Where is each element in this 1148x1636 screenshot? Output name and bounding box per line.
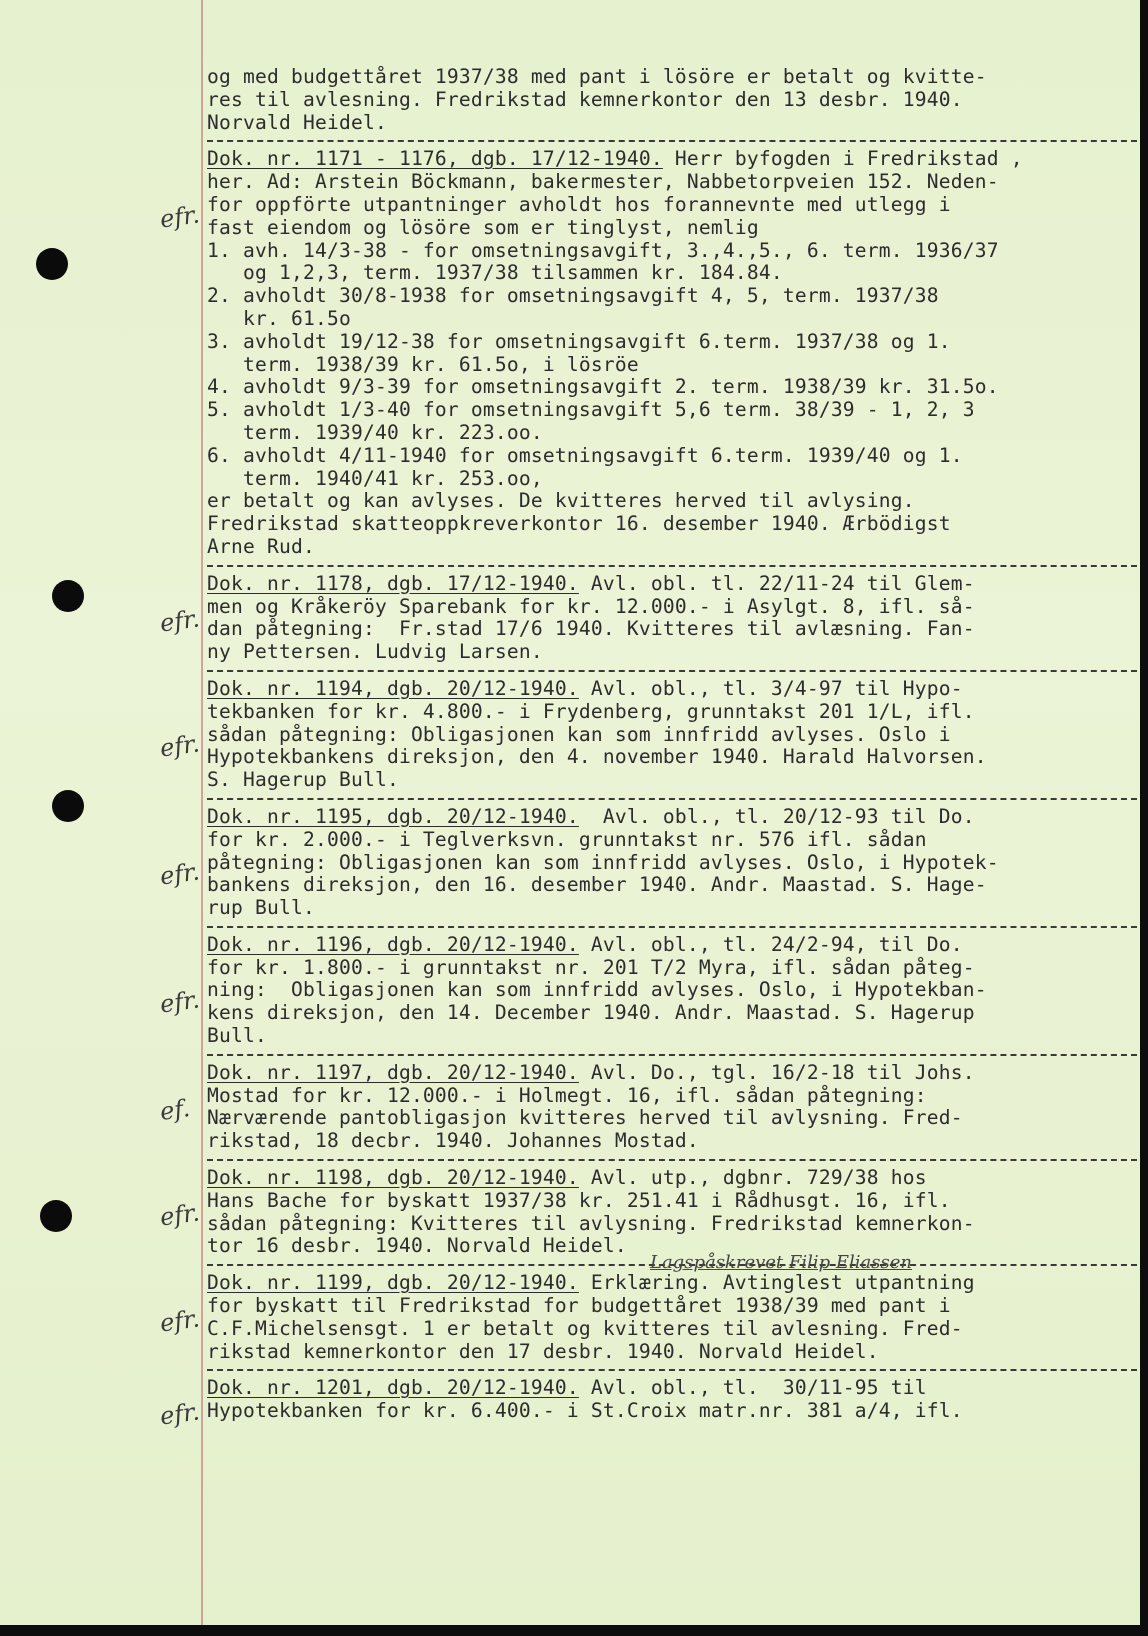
entry-line: rikstad kemnerkontor den 17 desbr. 1940. Norvald Heidel. (207, 1339, 879, 1363)
document-entry (207, 1272, 1137, 1363)
marginal-note: efr. (158, 1303, 202, 1338)
section-divider (207, 1153, 1137, 1167)
section-divider (207, 559, 1137, 573)
punch-hole (36, 248, 68, 280)
entry-heading-rest: Avl. obl., tl. 3/4-97 til Hypo- (578, 676, 963, 700)
entry-line: Arne Rud. (207, 534, 315, 558)
entry-heading: Dok. nr. 1171 - 1176, dgb. 17/12-1940. (207, 147, 663, 171)
intro-line: Norvald Heidel. (207, 110, 387, 134)
marginal-note: efr. (158, 1198, 202, 1233)
entry-heading-rest: Avl. obl., tl. 20/12-93 til Do. (578, 804, 975, 828)
document-entry (207, 806, 1137, 920)
intro-line: og med budgettåret 1937/38 med pant i lösöre er betalt og kvitte- (207, 65, 987, 88)
entry-line: Hypotekbanken for kr. 6.400.- i St.Croix matr.nr. 381 a/4, ifl. (207, 1399, 963, 1423)
entry-line: term. 1938/39 kr. 61.5o, i lösröe (207, 352, 639, 376)
document-entry (207, 148, 1137, 558)
document-entry (207, 678, 1137, 792)
document-text (207, 66, 1137, 1423)
entry-line: for kr. 1.800.- i grunntakst nr. 201 T/2 Myra, ifl. sådan påteg- (207, 955, 975, 979)
document-entry (207, 934, 1137, 1048)
entry-line: er betalt og kan avlyses. De kvitteres herved til avlysing. (207, 489, 915, 513)
entry-line: kens direksjon, den 14. December 1940. Andr. Maastad. S. Hagerup (207, 1001, 975, 1025)
document-entry (207, 1377, 1137, 1423)
entry-heading-rest: Avl. obl. tl. 22/11-24 til Glem- (578, 571, 975, 595)
entry-heading-rest: Avl. Do., tgl. 16/2-18 til Johs. (578, 1060, 975, 1084)
entry-heading: Dok. nr. 1196, dgb. 20/12-1940. (207, 932, 579, 956)
entry-line: 4. avholdt 9/3-39 for omsetningsavgift 2. term. 1938/39 kr. 31.5o. (207, 375, 999, 399)
entry-heading: Dok. nr. 1201, dgb. 20/12-1940. (207, 1376, 579, 1400)
entry-line: tor 16 desbr. 1940. Norvald Heidel. (207, 1234, 627, 1258)
entry-line: ny Pettersen. Ludvig Larsen. (207, 640, 543, 664)
margin-rule (201, 0, 203, 1625)
entry-heading: Dok. nr. 1178, dgb. 17/12-1940. (207, 571, 579, 595)
entry-first-line (207, 148, 1137, 171)
entry-heading: Dok. nr. 1199, dgb. 20/12-1940. (207, 1271, 579, 1295)
entry-line: for byskatt til Fredrikstad for budgettåret 1938/39 med pant i (207, 1294, 951, 1318)
entry-line: Hypotekbankens direksjon, den 4. november 1940. Harald Halvorsen. (207, 745, 987, 769)
entry-line: 3. avholdt 19/12-38 for omsetningsavgift 6.term. 1937/38 og 1. (207, 329, 951, 353)
entry-first-line (207, 678, 1137, 701)
entry-line: C.F.Michelsensgt. 1 er betalt og kvitteres til avlesning. Fred- (207, 1316, 963, 1340)
entry-line: Mostad for kr. 12.000.- i Holmegt. 16, ifl. sådan påtegning: (207, 1083, 927, 1107)
punch-hole (52, 580, 84, 612)
entry-line: term. 1939/40 kr. 223.oo. (207, 420, 543, 444)
intro-block (207, 66, 1137, 134)
entry-line: 5. avholdt 1/3-40 for omsetningsavgift 5,6 term. 38/39 - 1, 2, 3 (207, 398, 975, 422)
entry-heading-rest: Avl. obl., tl. 24/2-94, til Do. (578, 932, 963, 956)
entry-heading-rest: Herr byfogden i Fredrikstad , (662, 147, 1023, 171)
handwritten-annotation: Lagspåskrevet Filip Eliassen (650, 1252, 912, 1274)
entry-line: fast eiendom og lösöre som er tinglyst, nemlig (207, 215, 759, 239)
section-divider (207, 1363, 1137, 1377)
intro-line: res til avlesning. Fredrikstad kemnerkontor den 13 desbr. 1940. (207, 87, 963, 111)
entry-line: rikstad, 18 decbr. 1940. Johannes Mostad. (207, 1129, 699, 1153)
entry-first-line (207, 573, 1137, 596)
section-divider (207, 792, 1137, 806)
punch-hole (40, 1200, 72, 1232)
marginal-note: efr. (158, 729, 202, 763)
entry-heading-rest: Avl. utp., dgbnr. 729/38 hos (578, 1166, 927, 1190)
entry-line: Fredrikstad skatteoppkreverkontor 16. desember 1940. Ærbödigst (207, 512, 951, 536)
document-entry (207, 1062, 1137, 1153)
entry-line: Nærværende pantobligasjon kvitteres herved til avlysning. Fred- (207, 1106, 963, 1130)
entry-line: for kr. 2.000.- i Teglverksvn. grunntakst nr. 576 ifl. sådan (207, 827, 927, 851)
entry-heading: Dok. nr. 1198, dgb. 20/12-1940. (207, 1166, 579, 1190)
entry-first-line (207, 1167, 1137, 1190)
entry-first-line (207, 806, 1137, 829)
entry-line: kr. 61.5o (207, 306, 351, 330)
section-divider (207, 134, 1137, 148)
entry-line: term. 1940/41 kr. 253.oo, (207, 466, 543, 490)
entry-first-line (207, 1377, 1137, 1400)
marginal-note: efr. (158, 604, 202, 638)
entry-line: men og Kråkeröy Sparebank for kr. 12.000.- i Asylgt. 8, ifl. så- (207, 594, 975, 618)
section-divider (207, 1048, 1137, 1062)
entry-line: sådan påtegning: Kvitteres til avlysning. Fredrikstad kemnerkon- (207, 1211, 975, 1235)
entry-line: 1. avh. 14/3-38 - for omsetningsavgift, 3.,4.,5., 6. term. 1936/37 (207, 238, 999, 262)
entry-heading: Dok. nr. 1195, dgb. 20/12-1940. (207, 804, 579, 828)
entry-line: 6. avholdt 4/11-1940 for omsetningsavgift 6.term. 1939/40 og 1. (207, 443, 963, 467)
section-divider (207, 664, 1137, 678)
punch-hole (52, 790, 84, 822)
entry-line: tekbanken for kr. 4.800.- i Frydenberg, grunntakst 201 1/L, ifl. (207, 699, 975, 723)
marginal-note: efr. (158, 985, 202, 1019)
entry-line: rup Bull. (207, 896, 315, 920)
entry-line: her. Ad: Arstein Böckmann, bakermester, Nabbetorpveien 152. Neden- (207, 170, 999, 194)
marginal-note: efr. (158, 1397, 202, 1432)
entry-first-line (207, 1272, 1137, 1295)
entry-line: 2. avholdt 30/8-1938 for omsetningsavgift 4, 5, term. 1937/38 (207, 284, 939, 308)
entry-line: påtegning: Obligasjonen kan som innfridd avlyses. Oslo, i Hypotek- (207, 850, 999, 874)
entry-first-line (207, 934, 1137, 957)
entry-heading: Dok. nr. 1197, dgb. 20/12-1940. (207, 1060, 579, 1084)
document-entry (207, 573, 1137, 664)
entry-line: bankens direksjon, den 16. desember 1940. Andr. Maastad. S. Hage- (207, 873, 987, 897)
entry-line: ning: Obligasjonen kan som innfridd avlyses. Oslo, i Hypotekban- (207, 978, 987, 1002)
entry-heading-rest: Avl. obl., tl. 30/11-95 til (578, 1376, 927, 1400)
marginal-note: efr. (158, 199, 202, 234)
entry-line: S. Hagerup Bull. (207, 768, 399, 792)
marginal-note: efr. (158, 857, 202, 891)
marginal-note: ef. (158, 1094, 192, 1127)
entry-line: og 1,2,3, term. 1937/38 tilsammen kr. 184.84. (207, 261, 783, 285)
entry-line: for oppförte utpantninger avholdt hos forannevnte med utlegg i (207, 192, 951, 216)
document-entry (207, 1167, 1137, 1258)
entry-first-line (207, 1062, 1137, 1085)
entry-line: dan påtegning: Fr.stad 17/6 1940. Kvitteres til avlæsning. Fan- (207, 617, 975, 641)
entry-heading: Dok. nr. 1194, dgb. 20/12-1940. (207, 676, 579, 700)
entry-line: Bull. (207, 1024, 267, 1048)
section-divider (207, 920, 1137, 934)
entry-line: sådan påtegning: Obligasjonen kan som innfridd avlyses. Oslo i (207, 722, 951, 746)
entry-line: Hans Bache for byskatt 1937/38 kr. 251.41 i Rådhusgt. 16, ifl. (207, 1188, 951, 1212)
entry-heading-rest: Erklæring. Avtinglest utpantning (578, 1271, 975, 1295)
